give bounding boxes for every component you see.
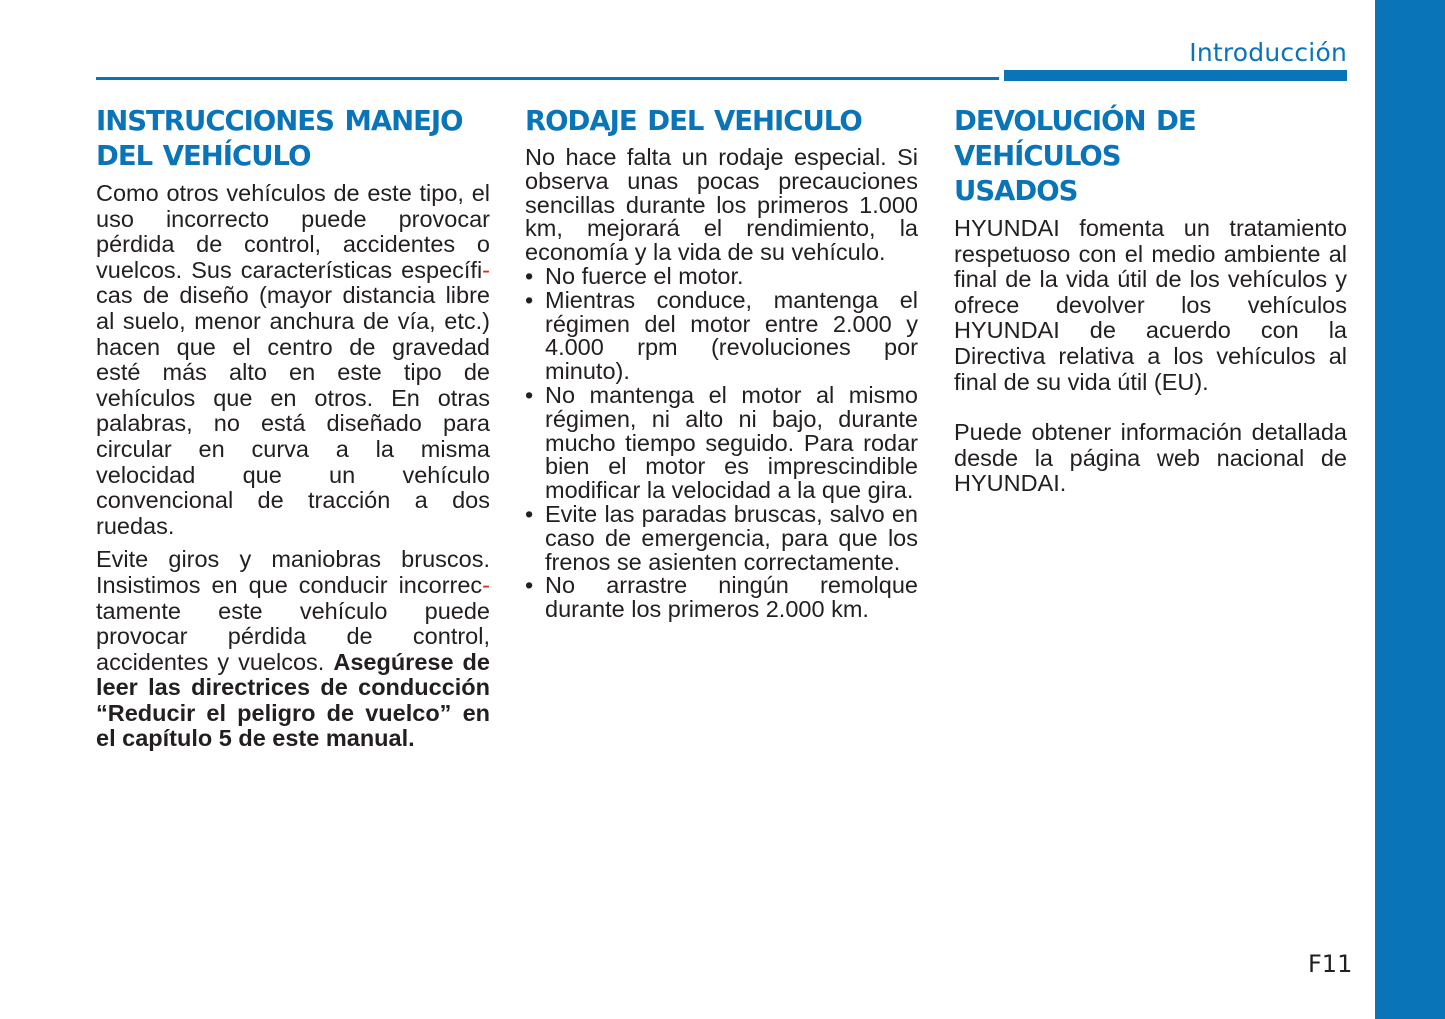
list-item-text: No fuerce el motor. xyxy=(545,262,744,289)
bullet-icon: • xyxy=(525,286,534,313)
list-item-text: Mientras conduce, mantenga el régimen del motor entre 2.000 y 4.000 rpm (revoluciones por minuto). xyxy=(545,286,918,385)
list-item xyxy=(525,262,918,289)
list-item xyxy=(525,500,918,575)
header-rule-accent xyxy=(1004,70,1347,81)
section-title: Introducción xyxy=(1189,38,1347,67)
list-item-text: No arrastre ningún remolque durante los primeros 2.000 km. xyxy=(545,572,918,623)
column-devolucion xyxy=(954,104,1347,497)
bold-warning-text: Asegúrese de leer las directrices de conducción “Reducir el peligro de vuelco” en el capítulo 5 de este manual. xyxy=(96,648,490,752)
list-item-text: Evite las paradas bruscas, salvo en caso de emergencia, para que los frenos se asienten correctamente. xyxy=(545,500,918,575)
heading-line-1: INSTRUCCIONES MANEJO xyxy=(96,105,463,137)
header-rule xyxy=(96,77,999,80)
paragraph-uso-incorrecto xyxy=(96,181,490,539)
side-tab-bar xyxy=(1375,0,1445,1019)
paragraph-informacion-detallada: Puede obtener información detallada desde la página web nacional de HYUNDAI. xyxy=(954,419,1347,497)
list-item xyxy=(525,381,918,504)
heading-instrucciones-manejo xyxy=(96,104,490,174)
page-number: F11 xyxy=(1308,950,1353,978)
paragraph-text: tamente este vehículo puede provocar pérdida de control, accidentes y vuelcos. xyxy=(96,597,490,675)
bullet-icon: • xyxy=(525,500,534,527)
column-instrucciones xyxy=(96,104,490,752)
heading-line-2: DEL VEHÍCULO xyxy=(96,140,311,172)
hyphen-mark: - xyxy=(482,256,490,283)
paragraph-text: cas de diseño (mayor distancia libre al suelo, menor anchura de vía, etc.) hacen que el centro de gravedad esté más alto en este tipo de vehículos que en otros. En otras palabras, no está diseñado para circular en curva a la misma velocidad que un vehículo convencional de tracción a dos ruedas. xyxy=(96,282,490,539)
bullet-icon: • xyxy=(525,572,534,599)
paragraph-text: Evite giros y maniobras bruscos. Insistimos en que conducir incorrec xyxy=(96,546,490,598)
paragraph-rodaje-intro: No hace falta un rodaje especial. Si observa unas pocas precauciones sencillas durante los primeros 1.000 km, mejorará el rendimiento, la economía y la vida de su vehículo. xyxy=(525,144,918,266)
hyphen-mark: - xyxy=(482,571,490,598)
list-item xyxy=(525,574,918,622)
paragraph-hyundai-fomenta: HYUNDAI fomenta un tratamiento respetuoso con el medio ambiente al final de la vida útil de los vehículos y ofrece devolver los vehículos HYUNDAI de acuerdo con la Directiva relativa a los vehículos al final de su vida útil (EU). xyxy=(954,215,1347,395)
paragraph-giros-bruscos xyxy=(96,547,490,752)
bullet-icon: • xyxy=(525,381,534,408)
heading-devolucion-vehiculos xyxy=(954,104,1347,209)
heading-line-1: DEVOLUCIÓN DE VEHÍCULOS xyxy=(954,105,1196,172)
heading-line-2: USADOS xyxy=(954,175,1078,207)
paragraph-text: Como otros vehículos de este tipo, el uso incorrecto puede provocar pérdida de control, accidentes o vuelcos. Sus características específi xyxy=(96,180,490,283)
bullet-icon: • xyxy=(525,262,534,289)
list-item-text: No mantenga el motor al mismo régimen, ni alto ni bajo, durante mucho tiempo seguido. Para rodar bien el motor es imprescindible modificar la velocidad a la que gira. xyxy=(545,381,918,504)
rodaje-bullet-list xyxy=(525,262,918,623)
heading-rodaje: RODAJE DEL VEHICULO xyxy=(525,105,862,137)
list-item xyxy=(525,286,918,385)
column-rodaje xyxy=(525,104,918,622)
